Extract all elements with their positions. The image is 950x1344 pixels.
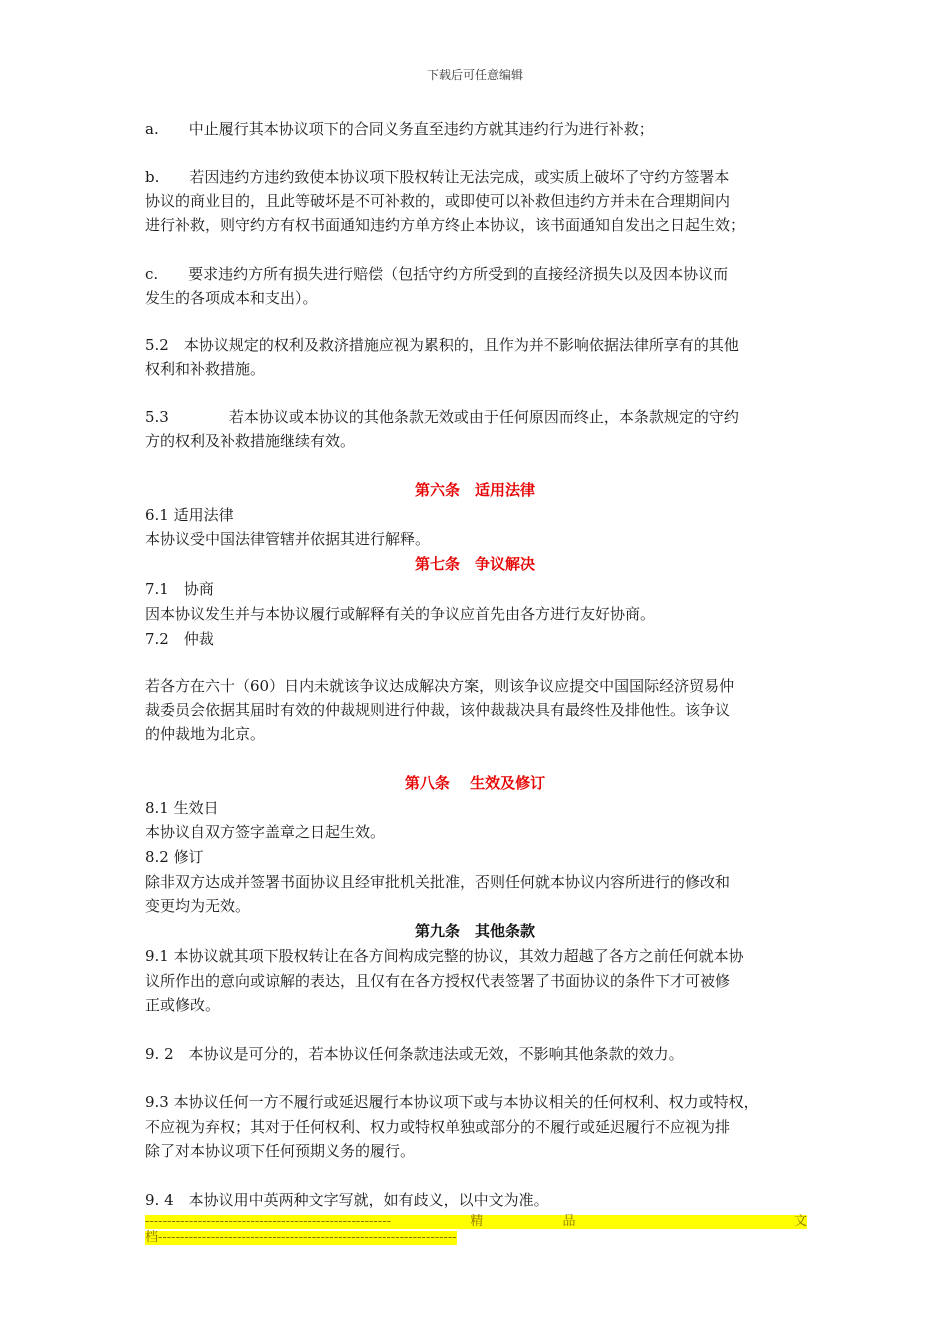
section-8-2-line1: 除非双方达成并签署书面协议且经审批机关批准，否则任何就本协议内容所进行的修改和: [145, 873, 731, 891]
section-7-2-line1: 若各方在六十（60）日内未就该争议达成解决方案，则该争议应提交中国国际经济贸易仲: [145, 677, 735, 695]
clause-a-line1: a. 中止履行其本协议项下的合同义务直至违约方就其违约行为进行补救；: [145, 120, 654, 138]
section-9-1-line2: 议所作出的意向或谅解的表达，且仅有在各方授权代表签署了书面协议的条件下才可被修: [145, 972, 731, 990]
section-6-1-text: 本协议受中国法律管辖并依据其进行解释。: [145, 530, 431, 548]
clause-b-line2: 协议的商业目的，且此等破坏是不可补救的，或即使可以补救但违约方并未在合理期间内: [145, 192, 731, 210]
footer-watermark-line2: 档--------------------------------------------------------------------: [145, 1230, 457, 1245]
footer-watermark-line1: [145, 1215, 807, 1229]
section-8-2-line2: 变更均为无效。: [145, 897, 251, 915]
article-7-heading: 第七条 争议解决: [414, 555, 535, 573]
section-5-3-line2: 方的权利及补救措施继续有效。: [145, 432, 356, 450]
section-5-2-line1: 5.2 本协议规定的权利及救济措施应视为累积的，且作为并不影响依据法律所享有的其他: [145, 336, 739, 354]
section-9-4: 9. 4 本协议用中英两种文字写就，如有歧义，以中文为准。: [145, 1191, 549, 1209]
section-9-3-line2: 不应视为弃权；其对于任何权利、权力或特权单独或部分的不履行或延迟履行不应视为排: [145, 1118, 731, 1136]
section-8-1-title: 8.1 生效日: [145, 799, 219, 817]
clause-b-line1: b. 若因违约方违约致使本协议项下股权转让无法完成，或实质上破坏了守约方签署本: [145, 168, 730, 186]
section-9-1-line3: 正或修改。: [145, 996, 221, 1014]
clause-c-line1: c. 要求违约方所有损失进行赔偿（包括守约方所受到的直接经济损失以及因本协议而: [145, 265, 729, 283]
footer-char-2: 品: [562, 1214, 576, 1229]
page-header: 下载后可任意编辑: [426, 68, 523, 82]
footer-char-1: 精: [470, 1214, 484, 1229]
section-5-3-line1: 5.3 若本协议或本协议的其他条款无效或由于任何原因而终止，本条款规定的守约: [145, 408, 739, 426]
section-9-2: 9. 2 本协议是可分的，若本协议任何条款违法或无效，不影响其他条款的效力。: [145, 1045, 684, 1063]
section-7-1-text: 因本协议发生并与本协议履行或解释有关的争议应首先由各方进行友好协商。: [145, 605, 656, 623]
footer-char-3: 文: [793, 1214, 807, 1229]
section-6-1-title: 6.1 适用法律: [145, 506, 234, 524]
article-8-heading: 第八条 生效及修订: [404, 774, 546, 792]
section-8-2-title: 8.2 修订: [145, 848, 204, 866]
article-9-heading: 第九条 其他条款: [414, 922, 535, 940]
footer-dashes: --------------------------------------------------------: [145, 1214, 391, 1229]
section-9-3-line1: 9.3 本协议任何一方不履行或延迟履行本协议项下或与本协议相关的任何权利、权力或特权，: [145, 1093, 759, 1111]
section-7-2-title: 7.2 仲裁: [145, 630, 214, 648]
section-9-3-line3: 除了对本协议项下任何预期义务的履行。: [145, 1142, 416, 1160]
section-7-1-title: 7.1 协商: [145, 580, 214, 598]
section-5-2-line2: 权利和补救措施。: [145, 360, 266, 378]
clause-b-line3: 进行补救，则守约方有权书面通知违约方单方终止本协议，该书面通知自发出之日起生效；: [145, 216, 746, 234]
section-7-2-line3: 的仲裁地为北京。: [145, 725, 266, 743]
article-6-heading: 第六条 适用法律: [414, 481, 535, 499]
clause-c-line2: 发生的各项成本和支出）。: [145, 289, 318, 307]
section-7-2-line2: 裁委员会依据其届时有效的仲裁规则进行仲裁，该仲裁裁决具有最终性及排他性。该争议: [145, 701, 731, 719]
section-9-1-line1: 9.1 本协议就其项下股权转让在各方间构成完整的协议，其效力超越了各方之前任何就本协: [145, 947, 744, 965]
section-8-1-text: 本协议自双方签字盖章之日起生效。: [145, 823, 386, 841]
